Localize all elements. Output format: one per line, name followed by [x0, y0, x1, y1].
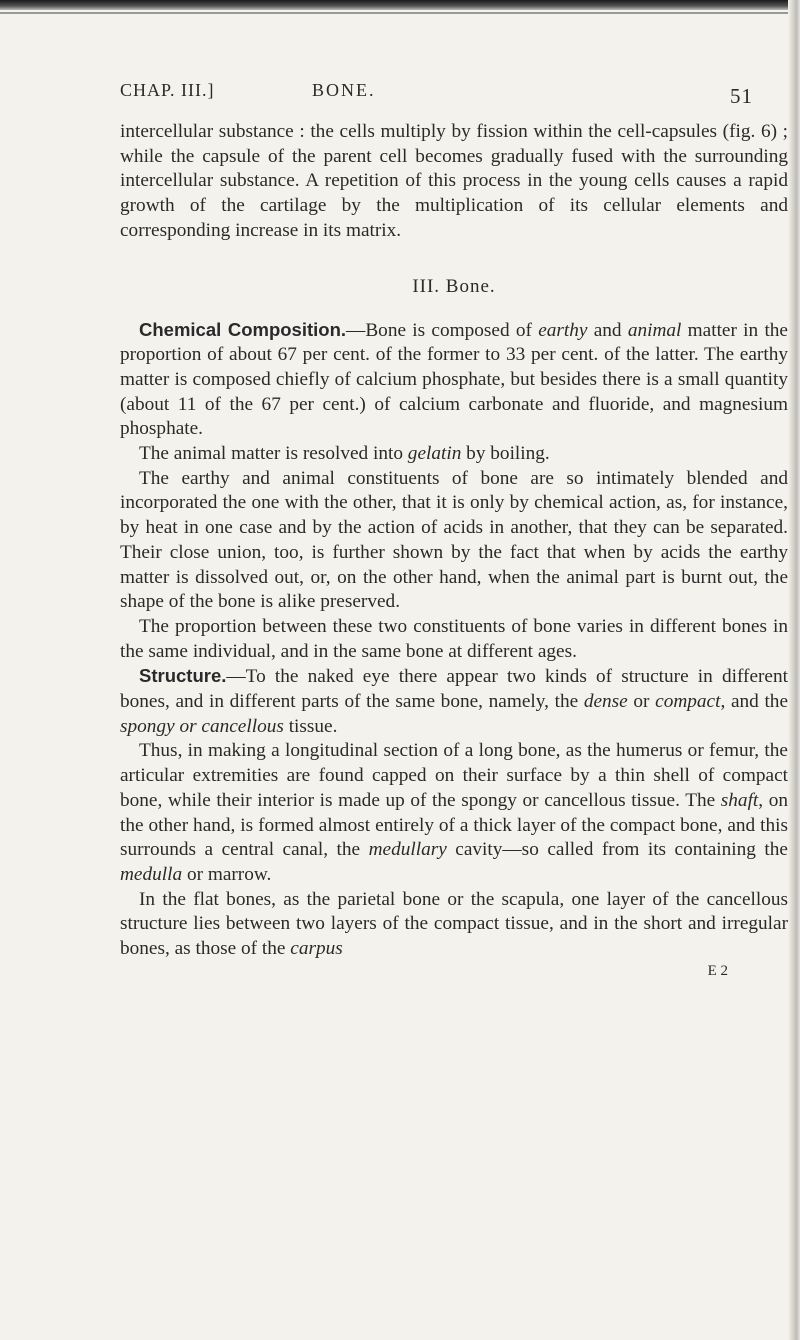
paragraph-earthy-animal: The earthy and animal constituents of bone are so intimately blended and incorporated the one with the other, that it is only by chemical action, as, for instance, by heat in one case and by the action of acids in another, that they can be separated. Their close union, too, is further shown by the fact that when by acids the earthy matter is dissolved out, or, on the other hand, when the animal part is burnt out, the shape of the bone is alike preserved. [120, 467, 788, 613]
text-run: —Bone is composed of [346, 319, 539, 341]
emphasis: earthy [538, 319, 588, 341]
text-run: tissue. [283, 715, 338, 737]
page-binding-edge [788, 0, 800, 1340]
emphasis: gelatin [407, 443, 462, 465]
text-run: Thus, in making a longitudinal section of a long bone, as the humerus or femur, the articular extremities are found capped on their surface by a thin shell of compact bone, while their interior is made up of the spongy or cancellous tissue. The [120, 740, 788, 811]
paragraph-intro: intercellular substance : the cells multiply by fission within the cell-capsules (fig. 6) ; while the capsule of the parent cell becomes gradually fused with the surrounding intercellular substance. A repetition of this process in the young cells causes a rapid growth of the cartilage by the multiplication of its cellular elements and corresponding increase in its matrix. [120, 121, 788, 241]
chapter-label: CHAP. III.] [120, 80, 215, 100]
emphasis: medullary [368, 839, 447, 861]
text-run: matter in the proportion of about 67 per cent. of the former to 33 per cent. of the latter. The earthy matter is composed chiefly of calcium phosphate, but besides there is a small quantity (about 11 of the 67 per cent.) of calcium carbonate and fluoride, and magnesium phosphate. [120, 319, 788, 440]
paragraph-animal-matter [120, 442, 788, 467]
signature-mark: E 2 [707, 962, 728, 979]
emphasis: compact [655, 691, 721, 713]
running-header [120, 80, 788, 120]
emphasis: dense [583, 691, 628, 713]
chemical-composition-heading: Chemical Composition. [139, 318, 347, 340]
paragraph-proportion: The proportion between these two constituents of bone varies in different bones in the same individual, and in the same bone at different ages. [120, 615, 788, 662]
paragraph-structure [120, 664, 788, 739]
section-title: III. Bone. [412, 275, 496, 297]
paragraph-longitudinal-section [120, 739, 788, 887]
text-run: or [627, 691, 656, 713]
book-page [120, 80, 788, 980]
text-run: —To the naked eye there appear two kinds of structure in different bones, and in different parts of the same bone, namely, the [120, 666, 788, 713]
page-top-edge [0, 0, 800, 10]
emphasis: shaft [720, 789, 759, 811]
page-top-rule [0, 12, 800, 14]
emphasis: medulla [120, 863, 183, 885]
paragraph-chemical-composition [120, 318, 788, 443]
running-title: BONE. [312, 80, 376, 100]
emphasis: animal [627, 319, 682, 341]
structure-heading: Structure. [139, 665, 227, 687]
text-run: , and the [720, 691, 789, 713]
page-number: 51 [730, 84, 753, 108]
paragraph-flat-bones [120, 888, 788, 962]
text-run: by boiling. [461, 443, 550, 465]
text-run: and [587, 319, 628, 341]
emphasis: carpus [290, 938, 343, 960]
text-run: or marrow. [182, 863, 272, 885]
text-run: cavity—so called from its containing the [446, 839, 788, 861]
text-run: The animal matter is resolved into [139, 443, 408, 465]
emphasis: spongy or cancellous [120, 715, 284, 737]
text-run: , on the other hand, is formed almost entirely of a thick layer of the compact bone, and this surrounds a central canal, the [120, 789, 788, 861]
text-run: In the flat bones, as the parietal bone or the scapula, one layer of the cancellous structure lies between two layers of the compact tissue, and in the short and irregular bones, as those of the [120, 888, 788, 960]
